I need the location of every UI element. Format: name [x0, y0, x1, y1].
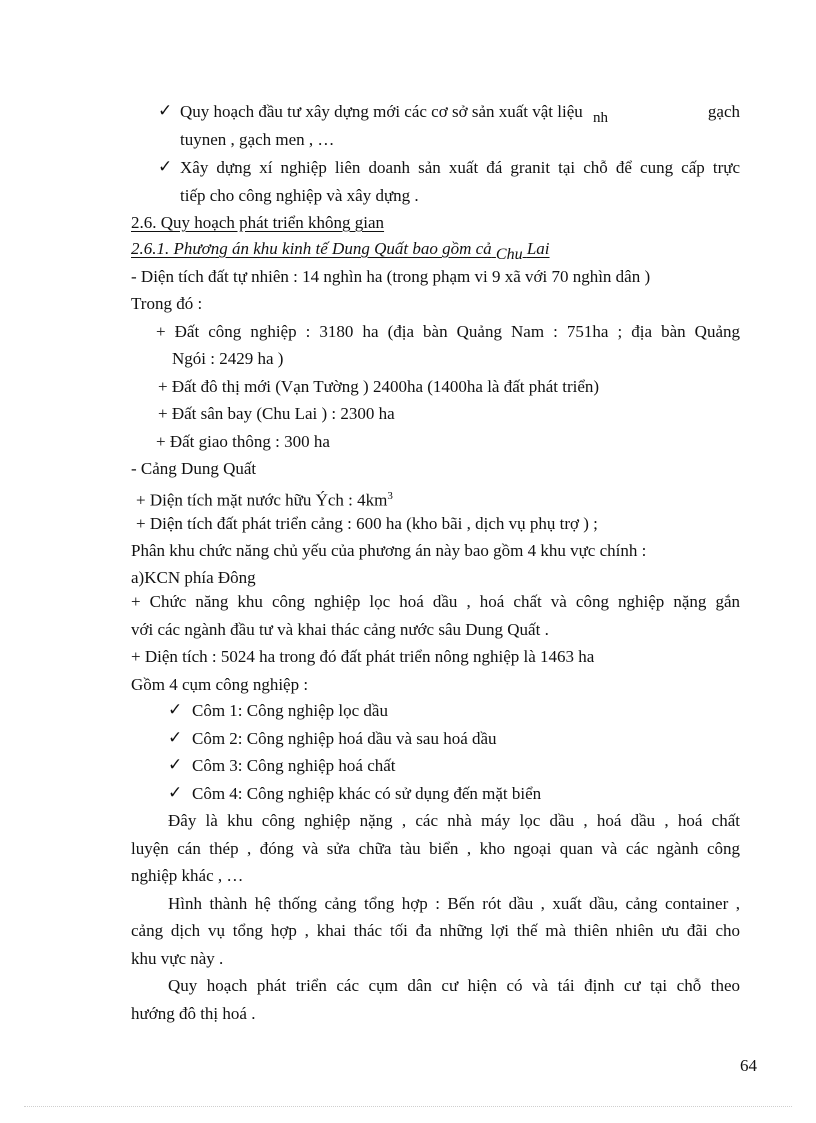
area-intro: - Diện tích đất tự nhiên : 14 nghìn ha (trong phạm vi 9 xã với 70 nghìn dân )	[131, 267, 651, 286]
dat-cang: + Diện tích đất phát triển cảng : 600 ha (kho bãi , dịch vụ phụ trợ ) ;	[136, 514, 598, 533]
checkmark-icon: ✓	[168, 755, 183, 775]
para-1-line-1: Đây là khu công nghiệp nặng , các nhà máy lọc dầu , hoá dầu , hoá chất	[168, 811, 740, 830]
cluster-item: Côm 2: Công nghiệp hoá dầu và sau hoá dầu	[192, 729, 497, 748]
checkmark-icon: ✓	[158, 157, 173, 177]
para-2-line-2: cảng dịch vụ tổng hợp , khai thác tối đa những lợi thế mà thiên nhiên ưu đãi cho	[131, 921, 740, 940]
bullet-1-line-1: Quy hoạch đầu tư xây dựng mới các cơ sở sản xuất vật liệu nh gạch	[180, 102, 740, 126]
phan-khu: Phân khu chức năng chủ yếu của phương án này bao gồm 4 khu vực chính :	[131, 541, 647, 560]
bullet-1-line-2: tuynen , gạch men , …	[180, 130, 335, 149]
dat-giao-thong: + Đất giao thông : 300 ha	[156, 432, 330, 451]
cluster-item: Côm 4: Công nghiệp khác có sử dụng đến mặt biển	[192, 784, 542, 803]
bullet-2-line-2: tiếp cho công nghiệp và xây dựng .	[180, 186, 419, 205]
para-3-line-1: Quy hoạch phát triển các cụm dân cư hiện có và tái định cư tại chỗ theo	[168, 976, 740, 995]
cluster-item: Côm 3: Công nghiệp hoá chất	[192, 756, 396, 775]
kcn-dong: a)KCN phía Đông	[131, 568, 256, 587]
para-1-line-2: luyện cán thép , đóng và sửa chữa tàu biển , kho ngoại quan và các ngành công	[131, 839, 740, 858]
page-number: 64	[740, 1056, 757, 1075]
gom-4: Gồm 4 cụm công nghiệp :	[131, 675, 309, 694]
checkmark-icon: ✓	[168, 783, 183, 803]
heading-2-6-1: 2.6.1. Phương án khu kinh tế Dung Quất bao gồm cả Chu Lai	[131, 239, 550, 263]
bullet-2-line-1: Xây dựng xí nghiệp liên doanh sản xuất đá granit tại chỗ để cung cấp trực	[180, 158, 740, 177]
cluster-item: Côm 1: Công nghiệp lọc dầu	[192, 701, 388, 720]
footer-divider	[24, 1106, 792, 1107]
dat-do-thi: + Đất đô thị mới (Vạn Tường ) 2400ha (1400ha là đất phát triển)	[158, 377, 600, 396]
dat-cong-nghiep-line-2: Ngói : 2429 ha )	[172, 349, 284, 368]
checkmark-icon: ✓	[168, 700, 183, 720]
mat-nuoc: + Diện tích mặt nước hữu Ých : $4km^3$	[136, 490, 393, 510]
dat-san-bay: + Đất sân bay (Chu Lai ) : 2300 ha	[158, 404, 395, 423]
checkmark-icon: ✓	[158, 101, 173, 121]
para-1-line-3: nghiệp khác , …	[131, 866, 244, 885]
para-2-line-1: Hình thành hệ thống cảng tổng hợp : Bến rót dầu , xuất dầu, cảng container ,	[168, 894, 740, 913]
dien-tich: + Diện tích : 5024 ha trong đó đất phát triển nông nghiệp là 1463 ha	[131, 647, 595, 666]
dat-cong-nghiep-line-1: + Đất công nghiệp : 3180 ha (địa bàn Quảng Nam : 751ha ; địa bàn Quảng	[156, 322, 740, 341]
para-2-line-3: khu vực này .	[131, 949, 224, 968]
trong-do: Trong đó :	[131, 294, 203, 313]
chuc-nang-line-2: với các ngành đầu tư và khai thác cảng nước sâu Dung Quất .	[131, 620, 549, 639]
chuc-nang-line-1: + Chức năng khu công nghiệp lọc hoá dầu , hoá chất và công nghiệp nặng gắn	[131, 592, 740, 611]
cang-title: - Cảng Dung Quất	[131, 459, 257, 478]
para-3-line-2: hướng đô thị hoá .	[131, 1004, 256, 1023]
heading-2-6: 2.6. Quy hoạch phát triển không gian	[131, 213, 385, 232]
checkmark-icon: ✓	[168, 728, 183, 748]
